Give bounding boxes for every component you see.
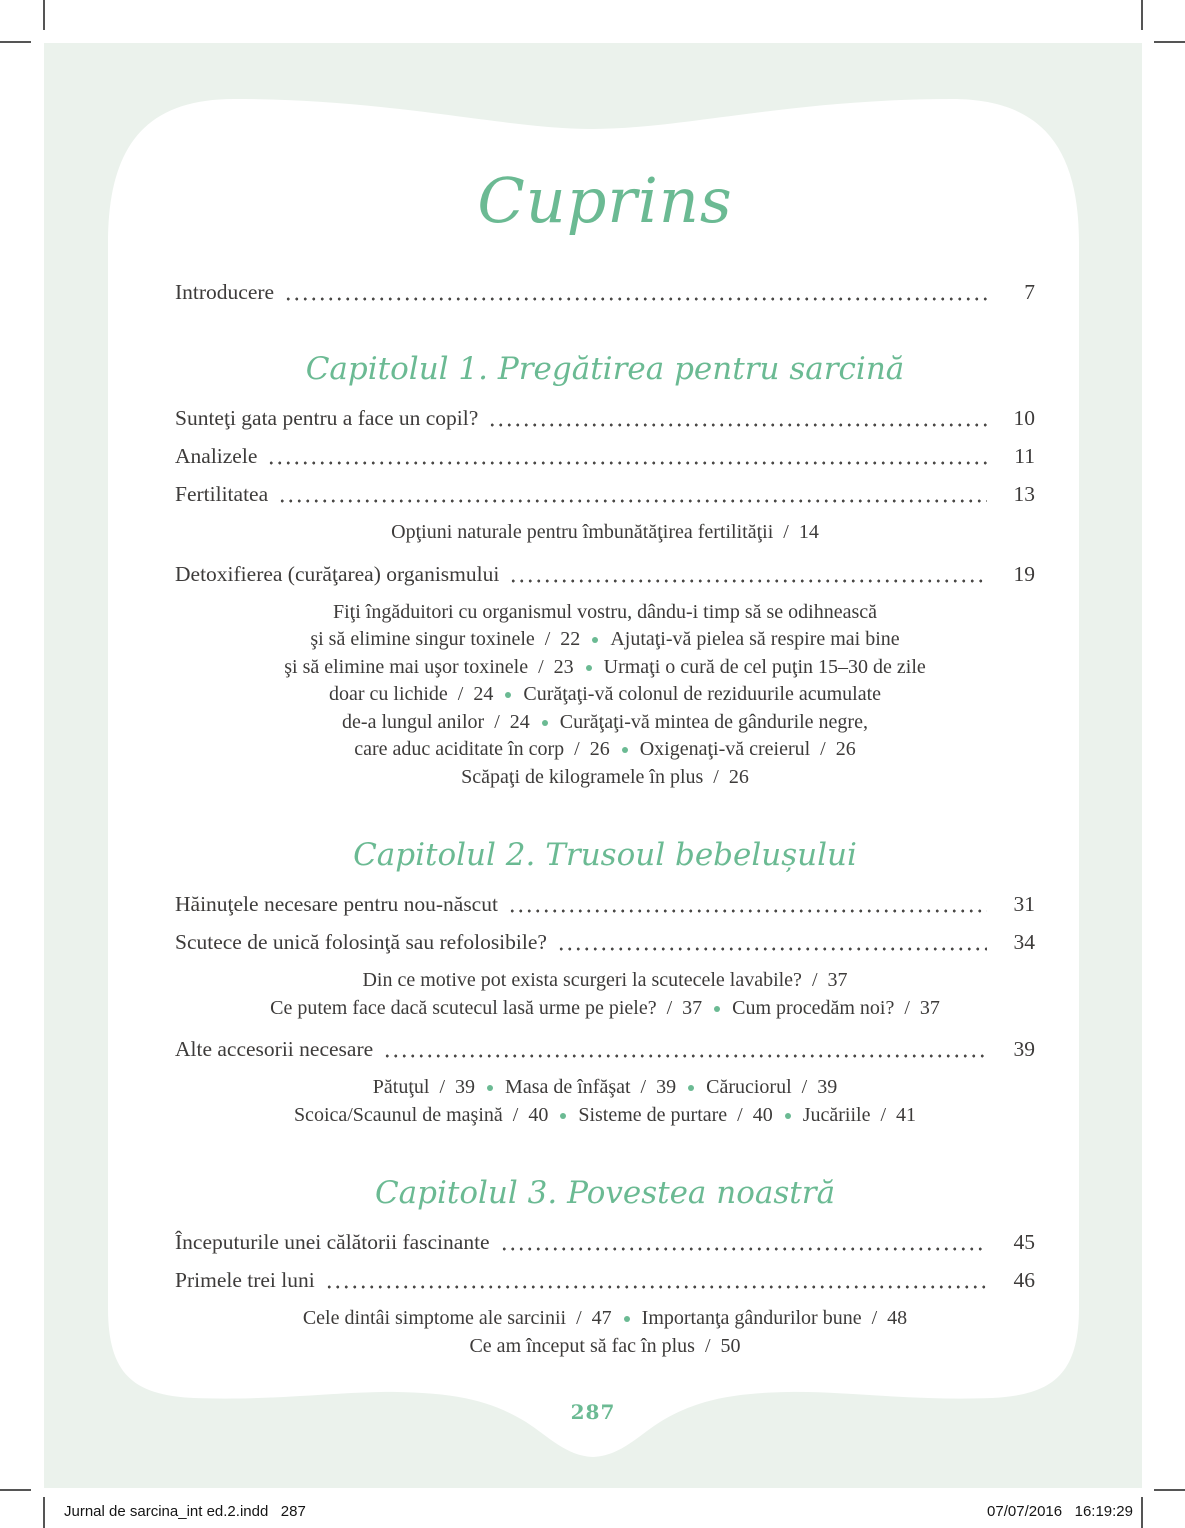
- toc-subentry-line[interactable]: [175, 1333, 1035, 1361]
- toc-subentry-line[interactable]: [175, 736, 1035, 764]
- crop-mark-bottom-right-vertical: [1141, 1497, 1143, 1528]
- bullet-separator-icon: [714, 1006, 720, 1012]
- toc-subentry-text: Scoica/Scaunul de maşină / 40: [293, 1103, 549, 1126]
- bullet-separator-icon: [592, 637, 598, 643]
- toc-subentry-text: Opţiuni naturale pentru îmbunătăţirea fertilităţii / 14: [391, 521, 819, 543]
- toc-entry[interactable]: [175, 561, 1035, 587]
- toc-subentry-text: Pătuţul / 39: [372, 1076, 476, 1098]
- toc-subentry-text: care aduc aciditate în corp / 26: [354, 738, 610, 760]
- page-title: Cuprins: [477, 164, 733, 237]
- toc-entry-label: Sunteţi gata pentru a face un copil?: [175, 406, 479, 430]
- toc-entry[interactable]: [175, 443, 1035, 469]
- toc-entry-label: Hăinuţele necesare pentru nou-născut: [175, 892, 498, 916]
- toc-content: [175, 99, 1035, 1374]
- toc-subentry-text: de-a lungul anilor / 24: [342, 710, 530, 733]
- bullet-separator-icon: [622, 747, 628, 753]
- toc-entry-introducere[interactable]: [175, 279, 1035, 305]
- toc-entry-label: Alte accesorii necesare: [175, 1037, 374, 1061]
- toc-entry-label: Începuturile unei călătorii fascinante: [175, 1230, 490, 1254]
- toc-subentries: [175, 599, 1035, 792]
- toc-entry-page: 39: [1013, 1037, 1035, 1061]
- toc-subentry-text: Cele dintâi simptome ale sarcinii / 47: [302, 1307, 612, 1329]
- toc-subentry-text: şi să elimine singur toxinele / 22: [310, 628, 581, 650]
- toc-entry-page: 45: [1013, 1230, 1035, 1254]
- toc-subentry-text: Sisteme de purtare / 40: [578, 1103, 773, 1126]
- crop-mark-bottom-left-horizontal: [0, 1489, 31, 1491]
- toc-section: [175, 1171, 1035, 1360]
- toc-subentry-text: Cum procedăm noi? / 37: [732, 996, 940, 1019]
- toc-subentry-text: Ce putem face dacă scutecul lasă urme pe piele? / 37: [270, 996, 703, 1019]
- toc-entry[interactable]: [175, 481, 1035, 507]
- slug-timestamp: 07/07/2016 16:19:29: [987, 1503, 1133, 1520]
- toc-entry[interactable]: [175, 1229, 1035, 1255]
- toc-subentry-line[interactable]: [175, 519, 1035, 547]
- bullet-separator-icon: [487, 1085, 493, 1091]
- chapter-heading: Capitolul 1. Pregătirea pentru sarcină: [305, 351, 905, 387]
- toc-subentry-text: Oxigenaţi-vă creierul / 26: [639, 738, 856, 760]
- toc-entry-page: 46: [1013, 1268, 1035, 1292]
- toc-subentry-line[interactable]: [175, 709, 1035, 737]
- toc-subentry-text: Ce am început să fac în plus / 50: [469, 1334, 741, 1357]
- toc-subentry-text: Din ce motive pot exista scurgeri la scutecele lavabile? / 37: [362, 969, 848, 991]
- bullet-separator-icon: [624, 1316, 630, 1322]
- crop-mark-bottom-left-vertical: [43, 1497, 45, 1528]
- toc-entry[interactable]: [175, 1036, 1035, 1062]
- dot-leader: [557, 946, 987, 952]
- toc-entry-page: 13: [1013, 482, 1035, 506]
- toc-subentry-line[interactable]: [175, 1305, 1035, 1333]
- dot-leader: [284, 296, 987, 302]
- toc-sections: [175, 347, 1035, 1360]
- toc-subentry-line[interactable]: [175, 681, 1035, 709]
- crop-mark-top-right-horizontal: [1154, 41, 1185, 43]
- toc-entry[interactable]: [175, 1267, 1035, 1293]
- toc-subentries: [175, 1074, 1035, 1129]
- toc-entry-page: 10: [1013, 406, 1035, 430]
- toc-entry-label: Scutece de unică folosinţă sau refolosibile?: [175, 930, 547, 954]
- dot-leader: [509, 578, 987, 584]
- bullet-separator-icon: [505, 692, 511, 698]
- dot-leader: [278, 498, 987, 504]
- toc-entry-label: Primele trei luni: [175, 1268, 315, 1292]
- toc-subentry-line[interactable]: [175, 764, 1035, 792]
- dot-leader: [508, 908, 987, 914]
- toc-subentry-line[interactable]: [175, 995, 1035, 1023]
- toc-subentry-text: Curăţaţi-vă mintea de gândurile negre,: [559, 710, 868, 733]
- bullet-separator-icon: [785, 1113, 791, 1119]
- toc-subentry-text: şi să elimine mai uşor toxinele / 23: [284, 655, 574, 678]
- toc-subentry-line[interactable]: [175, 599, 1035, 627]
- toc-subentry-text: Importanţa gândurilor bune / 48: [641, 1307, 908, 1329]
- toc-subentries: [175, 967, 1035, 1022]
- toc-subentry-text: Jucăriile / 41: [802, 1103, 917, 1126]
- toc-entry[interactable]: [175, 929, 1035, 955]
- toc-subentries: [175, 519, 1035, 547]
- dot-leader: [383, 1053, 987, 1059]
- toc-subentry-text: Urmaţi o cură de cel puţin 15–30 de zile: [603, 655, 926, 678]
- bullet-separator-icon: [586, 665, 592, 671]
- toc-entry[interactable]: [175, 891, 1035, 917]
- bullet-separator-icon: [542, 720, 548, 726]
- toc-subentry-line[interactable]: [175, 1074, 1035, 1102]
- toc-subentries: [175, 1305, 1035, 1360]
- crop-mark-bottom-right-horizontal: [1154, 1489, 1185, 1491]
- bullet-separator-icon: [688, 1085, 694, 1091]
- crop-mark-top-left-horizontal: [0, 41, 31, 43]
- toc-subentry-text: Fiţi îngăduitori cu organismul vostru, dându-i timp să se odihnească: [333, 600, 877, 623]
- toc-subentry-line[interactable]: [175, 654, 1035, 682]
- crop-mark-top-right-vertical: [1141, 0, 1143, 30]
- bullet-separator-icon: [560, 1113, 566, 1119]
- chapter-heading: Capitolul 2. Trusoul bebelușului: [353, 837, 857, 873]
- toc-subentry-text: Ajutaţi-vă pielea să respire mai bine: [610, 628, 900, 650]
- toc-entry-label: Detoxifierea (curăţarea) organismului: [175, 561, 500, 586]
- toc-entry-page: 34: [1013, 930, 1035, 954]
- chapter-heading: Capitolul 3. Povestea noastră: [374, 1175, 836, 1211]
- toc-subentry-text: Căruciorul / 39: [706, 1076, 838, 1098]
- toc-subentry-text: Curăţaţi-vă colonul de reziduurile acumulate: [523, 683, 882, 705]
- folio-page-number: 287: [570, 1400, 616, 1424]
- toc-section: [175, 347, 1035, 791]
- toc-entry[interactable]: [175, 405, 1035, 431]
- toc-entry-label: Analizele: [175, 444, 258, 468]
- toc-subentry-text: doar cu lichide / 24: [328, 683, 494, 705]
- toc-section: [175, 833, 1035, 1129]
- toc-entry-page: 31: [1013, 892, 1035, 916]
- toc-entry-page: 19: [1013, 561, 1035, 586]
- toc-entry-label: Fertilitatea: [175, 482, 269, 506]
- dot-leader: [488, 422, 987, 428]
- toc-entry-page: 11: [1014, 444, 1035, 468]
- crop-mark-top-left-vertical: [43, 0, 45, 30]
- slug-filename: Jurnal de sarcina_int ed.2.indd 287: [64, 1503, 306, 1520]
- toc-subentry-line[interactable]: [175, 967, 1035, 995]
- dot-leader: [267, 460, 987, 466]
- toc-subentry-text: Scăpaţi de kilogramele în plus / 26: [461, 765, 749, 788]
- dot-leader: [325, 1284, 987, 1290]
- toc-subentry-line[interactable]: [175, 626, 1035, 654]
- dot-leader: [500, 1246, 987, 1252]
- toc-subentry-line[interactable]: [175, 1102, 1035, 1130]
- toc-entry-page: 7: [1024, 280, 1035, 304]
- toc-subentry-text: Masa de înfăşat / 39: [505, 1076, 677, 1098]
- toc-entry-label: Introducere: [175, 280, 275, 304]
